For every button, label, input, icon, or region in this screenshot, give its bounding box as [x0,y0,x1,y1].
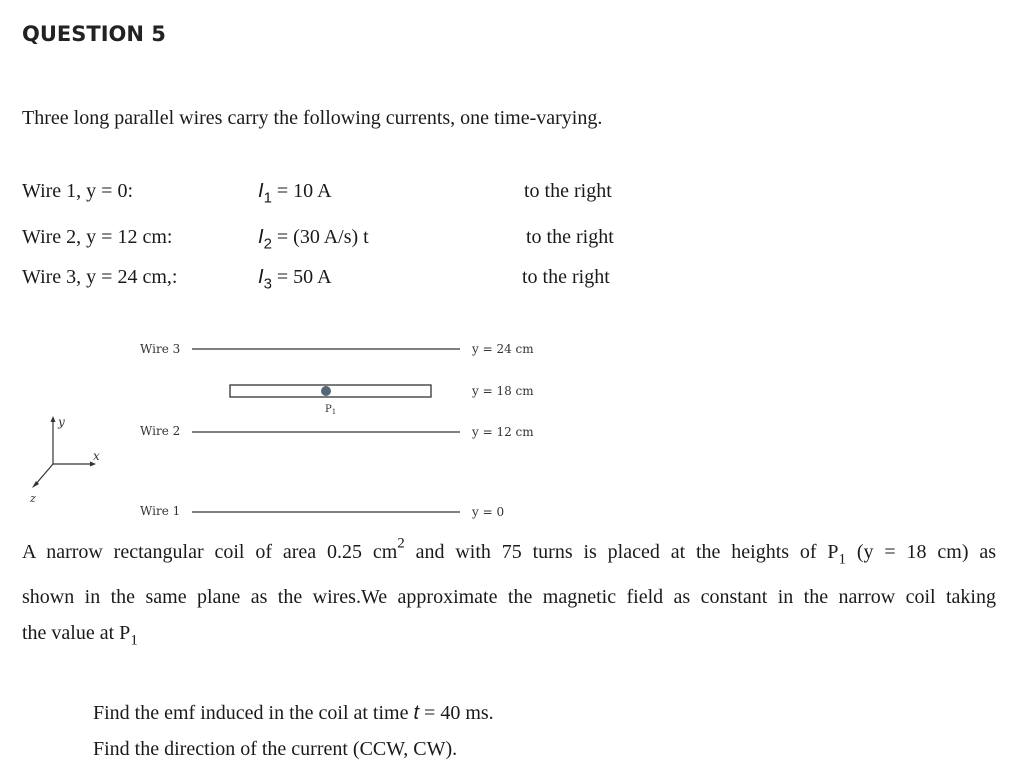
wire1-current [258,180,332,206]
text: the value at P [22,622,131,644]
question-title: QUESTION 5 [22,22,166,46]
current-symbol: I [258,180,264,202]
coil-description-line3 [22,622,996,649]
y18-label: y = 18 cm [472,384,534,398]
text: A narrow rectangular coil of area 0.25 cm [22,541,398,563]
text: (y = 18 cm) as [846,541,996,563]
wire3-figure-label: Wire 3 [140,342,181,356]
wire3-direction: to the right [522,266,610,288]
coil-description-line2: shown in the same plane as the wires.We approximate the magnetic field as constant in the narrow coil taking [22,586,996,608]
intro-text: Three long parallel wires carry the following currents, one time-varying. [22,107,603,129]
axis-z-label: z [30,492,36,505]
wire2-current [258,226,369,252]
wire1-direction: to the right [524,180,612,202]
wire3-label: Wire 3, y = 24 cm,: [22,266,178,288]
wire1-figure-label: Wire 1 [140,504,181,518]
current-symbol: I [258,226,264,248]
point-p1 [321,386,331,396]
wire-diagram [0,330,1036,530]
wire2-direction: to the right [526,226,614,248]
time-variable: t [413,702,420,724]
wire3-current [258,266,332,292]
current-value: = 10 A [271,180,332,202]
axis-y-label: y [58,415,65,429]
current-symbol: I [258,266,264,288]
text: Find the emf induced in the coil at time [93,702,414,724]
current-subscript: 1 [263,189,272,207]
subscript: 1 [130,632,138,649]
y24-label: y = 24 cm [472,342,534,356]
y0-label: y = 0 [472,505,505,519]
current-subscript: 3 [263,275,272,293]
task-direction: Find the direction of the current (CCW, CW). [93,738,458,760]
point-p1-label: $P_1$ [325,404,337,416]
subscript: 1 [838,551,847,568]
current-value: = (30 A/s) t [271,226,369,248]
y12-label: y = 12 cm [472,425,534,439]
wire2-figure-label: Wire 2 [140,424,181,438]
axis-x-label: x [93,449,100,463]
current-subscript: 2 [263,235,272,253]
current-value: = 50 A [271,266,332,288]
coil-description-line1 [22,535,996,568]
wire1-label: Wire 1, y = 0: [22,180,134,202]
wire2-label: Wire 2, y = 12 cm: [22,226,173,248]
superscript: 2 [397,535,405,552]
task-emf [93,702,494,725]
text: and with 75 turns is placed at the heights of P [404,541,839,563]
text: = 40 ms. [419,702,494,724]
